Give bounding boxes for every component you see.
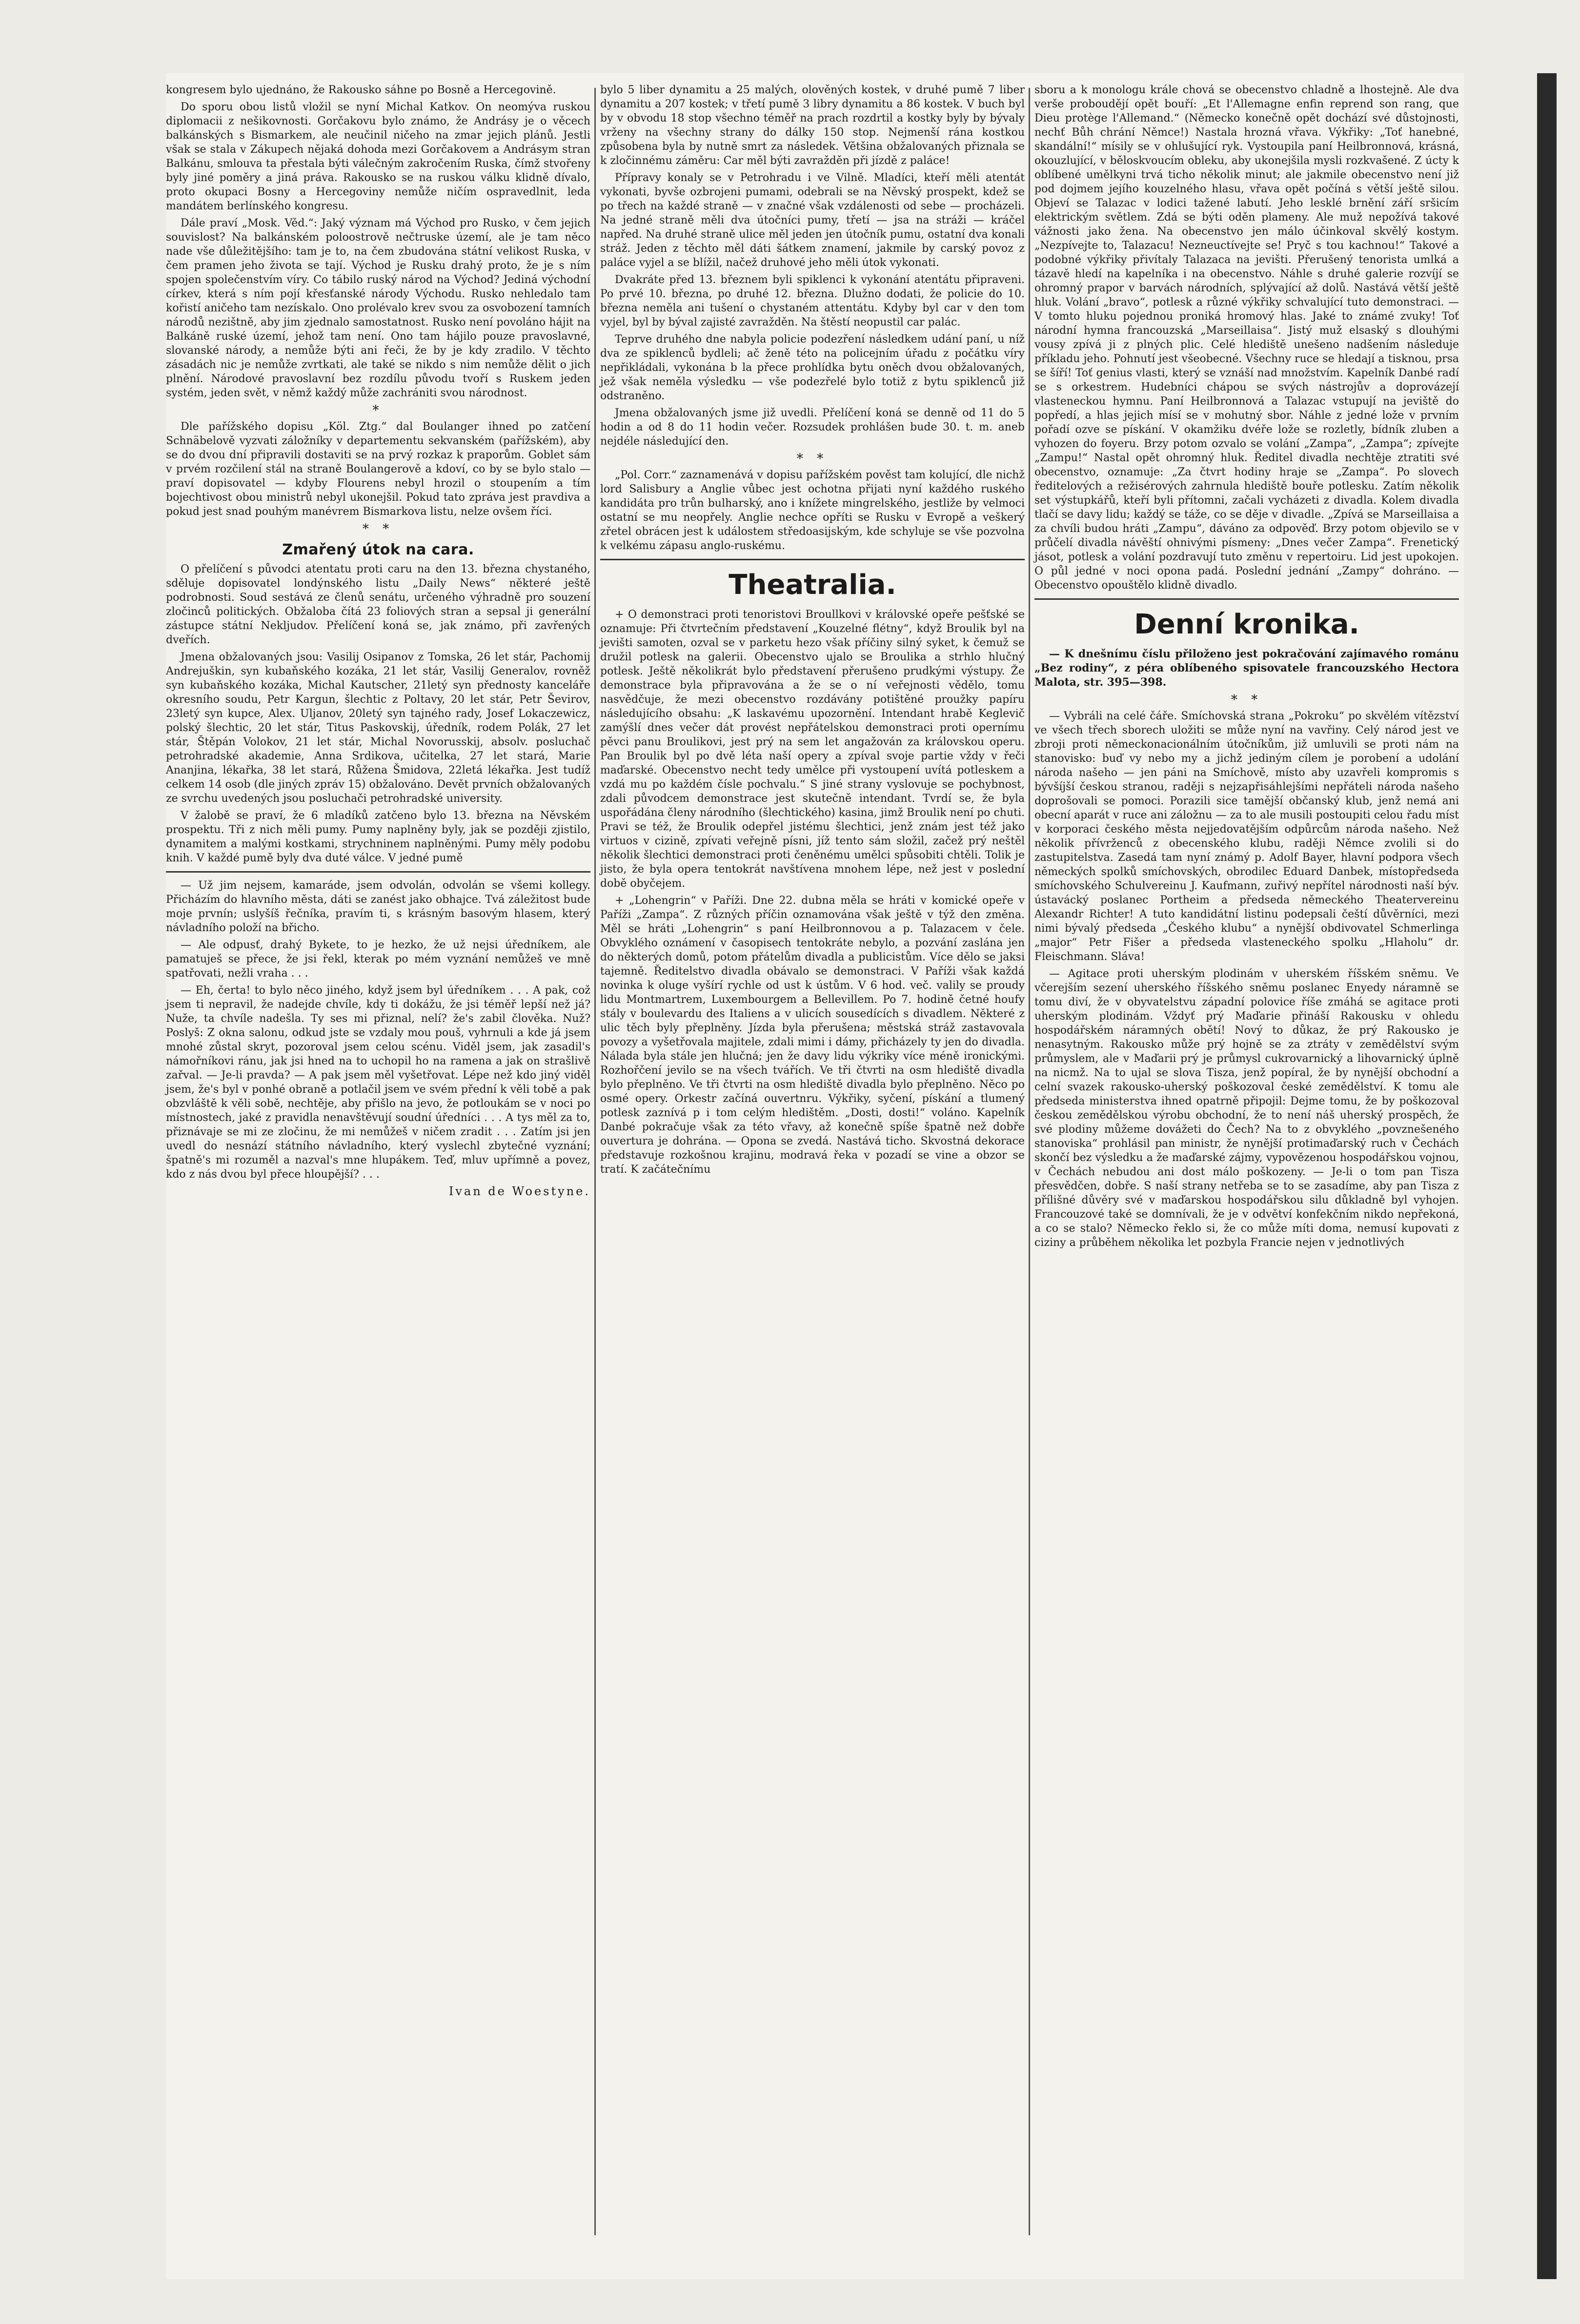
paragraph: + O demonstraci proti tenoristovi Broullkovi v královské opeře pešťské se oznamuje: Při čtvrtečním představení „Kouzelné flétny“, když Broulik byl na jevišti samoten, ozval se v parketu hezo však příčiny silný syket, k čemuž se družil potlesk na galerii. Obecenstvo ujalo se Broulika a strhlo hlučný potlesk. Ještě několikrát bylo představení přerušeno prudkými výstupy. Že demonstrace byla připravována a že se o ní veřejnosti vědělo, tomu nasvědčuje, že mezi obecenstvo rozdávány potištěné proužky papíru následujícího obsahu: „K laskavému upozornění. Intendant hrabě Keglevič zamýšlí dnes večer dát provést nepřátelskou demonstraci proti opernímu pěvci panu Broulikovi, jest prý na sem let angažován za královskou operu. Pan Broulik byl po dvě léta naší opery a zpíval svoje partie vždy v řeči maďarské. Obecenstvo necht tedy umělce při vystoupení uvítá potleskem a vzdá mu po každém čísle pochvalu.“ S jiné strany vyslovuje se pochybnost, zdali původcem demonstrace jest skutečně intendant. Tvrdí se, že byla uspořádána členy národního (šlechtického) kasina, jimž Broulik není po chuti. Pravi se též, že Broulik odepřel jistému šlechtici, jenž znám jest též jako virtuos v cizině, zpívati veřejně písni, jíž tento sám složil, začež prý neštěl několik šlechtici demonstraci proti čeněnému umělci spůsobiti chtěli. Tolik je jisto, že byla opera tentokrát navštívena mnohem lépe, než jest v poslední době obyčejem. [600, 609, 1025, 890]
section-heading: Denní kronika. [1134, 609, 1359, 640]
paragraph: O přelíčení s původci atentatu proti caru na den 13. března chystaného, sděluje dopisovatel londýnského listu „Daily News“ některé ještě podrobnosti. Soud sestává ze členů senátu, určeného výhradně pro souzení zločinců politických. Obžaloba čítá 23 foliových stran a sepsal ji generální zástupce státní Nekljudov. Přelíčení koná se, jak známo, při zavřených dveřích. [166, 563, 590, 646]
column-3 [1034, 83, 1459, 1253]
paragraph: Teprve druhého dne nabyla policie podezření následkem udání paní, u níž dva ze spiklenců bydleli; ač ženě této na policejním úřadu z počátku víry nepřikládali, vykonána b la přece prohlídka bytu oněch dvou obžalovaných, jež však neměla výsledku — vše podezřelé bylo totiž z bytu spiklenců již odstraněno. [600, 333, 1025, 402]
section-divider [600, 559, 1025, 560]
paragraph: Jmena obžalovaných jsou: Vasilij Osipanov z Tomska, 26 let stár, Pachomij Andrejuškin, syn kubaňského kozáka, 21 let stár, Vasilij Generalov, rovněž syn kubaňského kozáka, Michal Kautscher, 21letý syn přednosty kanceláře okresního soudu, Petr Kargun, šlechtic z Poltavy, 20 let stár, Petr Ševirov, 23letý syn kupce, Alex. Uljanov, 20letý syn tajného rady, Josef Lokaczewicz, polský šlechtic, 20 let stár, Titus Paskovskij, úředník, rodem Polák, 27 let stár, Štěpán Volokov, 21 let stár, Michal Novorusskij, absolv. posluchač petrohradské akademie, Anna Srdikova, učitelka, 27 let stará, Marie Ananjina, lékařka, 38 let stará, Růžena Šmidova, 22letá lékařka. Jest tudíž celkem 14 osob (dle jiných zpráv 15) obžalováno. Devět prvních obžalovaných ze svrchu uvedených jsou posluchači petrohradské university. [166, 651, 590, 805]
paragraph: Do sporu obou listů vložil se nyní Michal Katkov. On neomýva ruskou diplomacii z nešikovnosti. Gorčakovu bylo známo, že Andrásy je o věcech balkánských s Bismarkem, ale neučinil ničeho na zmar jejich plánů. Jestli však se stala v Zákupech nějaká dohoda mezi Gorčakovem a Andrásym stran Balkánu, smlouva ta přestala býti válečným zakročením Ruska, čímž stvořeny byly jiné poměry a jiná práva. Rakousko se na ruskou válku klidně dívalo, proto okupaci Bosny a Hercegoviny nemůže ničím ospravedlnit, leda mandátem berlínského kongresu. [166, 101, 590, 212]
paragraph: bylo 5 liber dynamitu a 25 malých, olověných kostek, v druhé pumě 7 liber dynamitu a 207 kostek; v třetí pumě 3 libry dynamitu a 86 kostek. V buch byl by v obvodu 18 stop všechno téměř na prach rozdrtil a kostky byly by bývaly vrženy na všechny strany do dálky 150 stop. Nejmenší rána kostkou způsobena byla by nutně smrt za následek. Většina obžalovaných přiznala se k zločinnému záměru: Car měl býti zavražděn při jízdě z paláce! [600, 84, 1025, 167]
section-divider [1034, 598, 1459, 600]
separator-stars: * * [1231, 693, 1263, 707]
feuilleton-paragraph: — Eh, čerta! to bylo něco jiného, když jsem byl úředníkem . . . A pak, což jsem ti nepravil, že nadejde chvíle, kdy ti dokážu, že jsi téměř lepší než já? Nuže, ta chvíle nadešla. Ty ses mi přiznal, nelí? že's zabil člověka. Nuž? Poslyš: Z okna salonu, odkud jste se vzdaly mou pouš, vyhrnuli a kde já jsem mnohé zůstal skryt, pozoroval jsem celou scénu. Viděl jsem, jak zasadil's námořníkovi ránu, jak jsi hned na to uchopil ho na ramena a jak on strašlivě zařval. — Je-li pravda? — A pak jsem měl vyšetřovat. Lépe než kdo jiný viděl jsem, že's byl v ponhé obraně a potlačil jsem ve svém přední k věli tobě a pak obzvláště k věli sobě, nechtěje, aby přišlo na jevo, že potloukám se v noci po místnostech, jaké z pravidla nenavštěvují soudní úředníci . . . A tys měl za to, přiznávaje se mi ze zločinu, že mi nemůžeš v ničem zradit . . . Zatím jsi jen uvedl do nesnází státního návladního, který vyslechl zbytečné vyznání; špatně's mi rozuměl a nazval's mne hlupákem. Teď, mluv upřímně a povez, kdo z nás dvou byl přece hloupější? . . . [166, 984, 590, 1181]
author-signature: Ivan de Woestyne. [448, 1184, 590, 1198]
paragraph: Dle pařížského dopisu „Köl. Ztg.“ dal Boulanger ihned po zatčení Schnäbelově vyzvati záložníky v departementu sekvanském (pařížském), aby se do dvou dní připravili dostaviti se na prvý rozkaz k praporům. Goblet sám v prvém rozčilení stál na straně Boulangerově a kdoví, co by se bylo stalo — praví dopisovatel — kdyby Flourens nebyl hrozil o stoupením a tím bojechtivost obou ministrů nebyl ukonejšil. Pokud tato zpráva jest pravdiva a pokud jest snad pouhým manévrem Bismarkova listu, nelze ovšem říci. [166, 421, 590, 518]
column-rule [1029, 88, 1030, 2235]
column-rule [594, 88, 596, 2235]
paragraph: Přípravy konaly se v Petrohradu i ve Vilně. Mladíci, kteří měli atentát vykonati, byvše ozbrojeni pumami, odebrali se na Něvský prospekt, kdež se po třech na každé straně — v značné však vzdálenosti od sebe — procházeli. Na jedné straně měli dva útočníci pumy, třetí — jsa na stráži — kráčel napřed. Na druhé straně ulice měl jeden jen útočník pumu, ostatní dva konali stráž. Jeden z těchto měl dáti šátkem znamení, jakmile by carský povoz z paláce vyjel a se blížil, načež druhové jeho měli útok vykonati. [600, 172, 1025, 269]
separator-stars: * * [362, 522, 394, 536]
paragraph: + „Lohengrin“ v Paříži. Dne 22. dubna měla se hráti v komické opeře v Paříži „Zampa“. Z různých příčin oznamována však ještě v týž den změna. Měl se hráti „Lohengrin“ s paní Heilbronnovou a p. Talazacem v čele. Obvyklého oznámení v časopisech tentokráte nebylo, a pozvání zaslána jen do některých domů, potom přátelům divadla a publicistům. Více dělo se jaksi tajemně. Ředitelstvo divadla obávalo se demonstraci. V Paříži však každá novinka k oluge vyšírí rychle od ust k ústům. V 6 hod. več. valily se proudy lidu Montmartrem, Luxembourgem a Bellevillem. Po 7. hodině četné houfy stály v boulevardu des Italiens a v ulicích sousedících s divadlem. Některé z ulic těch byly přeplněny. Jízda byla přerušena; městská stráž zastavovala povozy a vyšetřovala majitele, zdali mimi i dámy, přicházely ty jen do divadla. Nálada byla stále jen hlučná; jen že davy lidu výkriky více méně ironickými. Rozhořčení jevilo se na všech tvářích. Ve tři čtvrti na osm hlediště divadla bylo přeplněno. Ve tři čtvrti na osm hlediště divadla bylo přeplněno. Něco po osmé opery. Orkestr začíná ouvertnru. Výkřiky, syčení, pískání a tlumený potlesk zaznívá p i tom celým hledištěm. „Dosti, dosti!“ voláno. Kapelník Danbé pokračuje však za této vřavy, až konečně spíše špatně než dobře ouvertura je dohrána. — Opona se zvedá. Nastává ticho. Skvostná dekorace představuje rozkošnou krajinu, modravá řeka v pozadí se vine a obzor se tratí. K začátečnímu [600, 895, 1025, 1176]
paragraph: Jmena obžalovaných jsme již uvedli. Přelíčení koná se denně od 11 do 5 hodin a od 8 do 11 hodin večer. Rozsudek prohlášen bude 30. t. m. aneb nejdéle následující den. [600, 407, 1025, 448]
article-heading: Zmařený útok na cara. [282, 541, 474, 558]
paragraph: — K dnešnímu číslu přiloženo jest pokračování zajímavého románu „Bez rodiny“, z péra oblíbeného spisovatele francouzského Hectora Malota, str. 395—398. [1034, 648, 1459, 689]
newspaper-page [166, 73, 1464, 2279]
separator-stars: * * [796, 451, 829, 466]
page-edge-bar [1537, 73, 1557, 2279]
column-2 [600, 83, 1025, 1180]
paragraph: — Agitace proti uherským plodinám v uherském říšském sněmu. Ve včerejším sezení uherského říšského sněmu poslanec Enyedy náramně se tomu diví, že v obyvatelstvu západní polovice říše zmáhá se agitace proti uherským plodinám. Vždyť prý Maďarie přináší Rakousku v ohledu hospodářském náramných obětí! Nový to důkaz, že prý Rakousko je nenasytným. Rakousko může prý hojně se za ztráty v zemědělství svým průmyslem, ale v Maďarii prý je průmysl cukrovarnický a lihovarnický úplně na nicmž. Na to ujal se slova Tisza, jenž popíral, že by nynější obchodní a celní svazek rakousko-uherský poškozoval české zemědělství. K tomu ale předseda ministerstva ihned opatrně připojil: Dejme tomu, že by poškozoval českou zemědělskou výrobu obchodní, že to není náš uherský prospěch, že své plodiny můžeme dovážeti do Čech? Na to z obvyklého „povznešeného stanoviska“ prohlásil pan ministr, že nynější protimaďarský ruch v Čechách skončí bez výsledku a že maďarské zájmy, vypovězenou hospodářskou vojnou, v Čechách nebudou ani dost málo poškozeny. — Je-li o tom pan Tisza přesvědčen, dobře. S naší strany netřeba se to se zasadíme, aby pan Tisza z přílišné důvěry své v maďarskou hospodářskou silu důkladně byl vyhojen. Francouzové také se domnívali, že je v odvětví konfekčním nikdo nepřekoná, a co se stalo? Německo řeklo si, že co může míti doma, nemusí kupovati z ciziny a průběhem několika let pozbyla Francie nejen v jednotlivých [1034, 968, 1459, 1249]
column-1 [166, 83, 590, 1198]
paragraph: Dvakráte před 13. březnem byli spiklenci k vykonání atentátu připraveni. Po prvé 10. března, po druhé 12. března. Dlužno dodati, že policie do 10. března neměla ani tušení o chystaném attentátu. Kdyby byl car v den tom vyjel, byl by býval zajisté zavražděn. Na štěstí neopustil car palác. [600, 274, 1025, 328]
paragraph: „Pol. Corr.“ zaznamenává v dopisu pařížském pověst tam kolující, dle nichž lord Salisbury a Anglie vůbec jest ochotna přijati nyní každého ruského kandidáta pro trůn bulharský, ano i knížete mingrelského, jestliže by velmoci ostatní se mu neopřely. Anglie nechce opříti se Rusku v Evropě a veškerý zřetel obrácen jest k událostem středoasijským, kde schyluje se vše pozvolna k velkému zápasu anglo-ruskému. [600, 469, 1025, 552]
feuilleton-paragraph: — Už jim nejsem, kamaráde, jsem odvolán, odvolán se všemi kollegy. Přicházím do hlavního města, dáti se zanést jako obhajce. Tvá záležitost bude moje prvnín; uslyšíš řečníka, pravím ti, s krásným basovým hlasem, který návladního položí na břicho. [166, 879, 590, 934]
paragraph: — Vybráli na celé čáře. Smíchovská strana „Pokroku“ po skvělém vítězství ve všech třech sborech uložiti se může nyní na vavřiny. Celý národ jest ve zbroji proti německonacionálním útočníkům, již umluvili se proti nám na stanovisko: buď vy nebo my a jichž jediným cílem je porobení a udolání národa našeho — jen páni na Smíchově, místo aby uzavřeli kompromis s bývšíjší českou stranou, raději s nejzapřisáhlejšími nepřáteli národa našeho doprošovali se pomoci. Porazili sice tamější občanský klub, jenž nemá ani obecní aparát v ruce ani záložnu — za to ale musili postoupiti celou řadu míst v korporaci českého města nejjedovatějším odpůrcům národa našeho. Než několik přívrženců z obecenského klubu, raději Němce zvolili si do zastupitelstva. Zasedá tam nyní známý p. Adolf Bayer, hlavní podpora všech německých spolků smíchovských, obrodilec Eduard Danbek, místopředseda smíchovského Schulvereinu J. Kaufmann, zuřivý nepřítel národnosti naší býv. ústavácký poslanec Portheim a předseda německého Theatervereinu Alexandr Richter! A tuto kandidátní listinu podepsali čeští důvěrníci, mezi nimi bývalý předseda „Českého klubu“ a nynější obdivovatel Schmerlinga „major“ Petr Fišer a předseda vlasteneckého spolku „Hlaholu“ dr. Fleischmann. Sláva! [1034, 710, 1459, 963]
section-heading: Theatralia. [729, 569, 896, 601]
paragraph: Dále praví „Mosk. Věd.“: Jaký význam má Východ pro Rusko, v čem jejich souvislost? Na balkánském poloostrově nečtruske území, ale je tam něco nade vše důležitějšího: tam je to, na čem zbudována státní velikost Ruska, v čem pramen jeho života se tají. Východ je Rusku drahý proto, že je s ním spojen společenstvím víry. Co tábilo ruský národ na Východ? Jediná východní církev, která s ním pojí křesťanské národy Východu. Rusko nehledalo tam kořistí aničeho tam nezískalo. Ono prolévalo krev svou za osvobození tamních národů nezištně, aby jim zjednalo samostatnost. Rusko není povoláno hájit na Balkáně ruské území, jehož tam není. Ono tam hájilo pouze pravoslavné, slovanské národy, a nemůže býti ani řeči, že by je kdy zradilo. V těchto zásadách nic je nemůže zvrtkati, ale také se nikdo s nim nemůže dělit o jich plnění. Národové pravoslavní bez rozdílu původu tvoří s Ruskem jeden systém, jeden svět, v němž každý může zachrániti svou národnost. [166, 217, 590, 399]
separator-stars: * [372, 403, 384, 418]
paragraph: kongresem bylo ujednáno, že Rakousko sáhne po Bosně a Hercegovině. [166, 84, 556, 96]
feuilleton-paragraph: — Ale odpusť, drahý Bykete, to je hezko, že už nejsi úředníkem, ale pamatuješ se přece, že jsi řekl, kterak po mém vyznání nemůžeš ve mně spatřovati, nežli vraha . . . [166, 939, 590, 979]
paragraph: sboru a k monologu krále chová se obecenstvo chladně a lhostejně. Ale dva verše proboudějí opět bouří: „Et l'Allemagne enfin reprend son rang, que Dieu protège l'Allemand.“ (Německo konečně opět dochází své důstojnosti, nechť Bůh chrání Němce!) Nastala hrozná vřava. Výkřiky: „Toť hanebné, skandální!“ mísily se v ohlušující ryk. Vystoupila paní Heilbronnová, krásná, okouzlující, v běloskvoucím obleku, aby ukonejšila mysli rozkvašené. Z úcty k oblíbené umělkyni trvá ticho několik minut; ale jakmile obecenstvo není již pod dojmem jejího kouzelného hlasu, vřava opět počíná s větší ještě silou. Objeví se Talazac v lodici tažené labutí. Jeho lesklé brnění září sršicím elektrickým světlem. Zdá se býti oděn plameny. Ale muž nepožívá takové vážnosti jako žena. Na obecenstvo jen málo účinkoval skvělý kostym. „Nezpívejte to, Talazacu! Nezneuctívejte se! Pryč s tou kachnou!“ Takové a podobné výkřiky přivítaly Talazaca na jevišti. Přerušený tenorista umlká a tázavě hledí na kapelníka i na obecenstvo. Náhle s druhé galerie rozvíjí se ohromný prapor v barvách národních, splývající až dolů. Nastává větší ještě hluk. Volání „bravo“, potlesk a různé výkřiky schvalující tuto demonstraci. — V tomto hluku pojednou proniká hromový hlas. Jaké to známé zvuky! Toť národní hymna francouzská „Marseillaisa“. Jistý muž elsaský s dlouhými vousy zpívá ji z plných plic. Celé hlediště unešeno nadšením následuje příkladu jeho. Pohnutí jest všeobecné. Všechny ruce se hledají a tisknou, prsa se šíří! Toť genius vlasti, který se vznáší nad množstvím. Kapelník Danbé radí se s orkestrem. Hudebníci chápou se svých nástrojův a doprovázejí vlasteneckou hymnu. Paní Heilbronnová a Talazac vstupují na jeviště do popředí, a hlas jejich mísí se v mohutný sbor. Náhle z jedné lože v prvním pořadí ozve se pískání. V okamžiku dvéře lože se rozletly, bídník zluben a vyhozen do foyeru. Brzy potom ozvalo se volání „Zampa“, „Zampa“; zpívejte „Zampu!“ Nastal opět ohromný hluk. Ředitel divadla nechtěje ztratiti své obecenstvo, oznamuje: „Za čtvrt hodiny hraje se „Zampa“. Po slovech ředitelových a režisérových zahrnula hlediště bouře potlesku. Zatím několik set výstupkářů, kteří byli přítomni, začali vycházeti z divadla. Kolem divadla tlačí se davy lidu; každý se táže, co se děje v divadle. „Zpívá se Marseillaisa a za chvíli budou hráti „Zampu“, dáváno za odpověď. Brzy potom objevilo se v průčelí divadla návěští ohnivými písmeny: „Dnes večer Zampa“. Frenetický jásot, potlesk a volání pozdravují tuto změnu v repertoiru. Lid jest upokojen. O půl jedné v noci opona padá. Poslední jednání „Zampy“ dohráno. — Obecenstvo opouštělo klidně divadlo. [1034, 84, 1459, 591]
feuilleton-divider [166, 871, 590, 873]
paragraph: V žalobě se praví, že 6 mladíků zatčeno bylo 13. března na Něvském prospektu. Tři z nich měli pumy. Pumy naplněny byly, jak se později zjistilo, dynamitem a malými kostkami, strychninem naplněnými. Pumy měly podobu knih. V každé pumě byly dva duté válce. V jedné pumě [166, 810, 590, 864]
